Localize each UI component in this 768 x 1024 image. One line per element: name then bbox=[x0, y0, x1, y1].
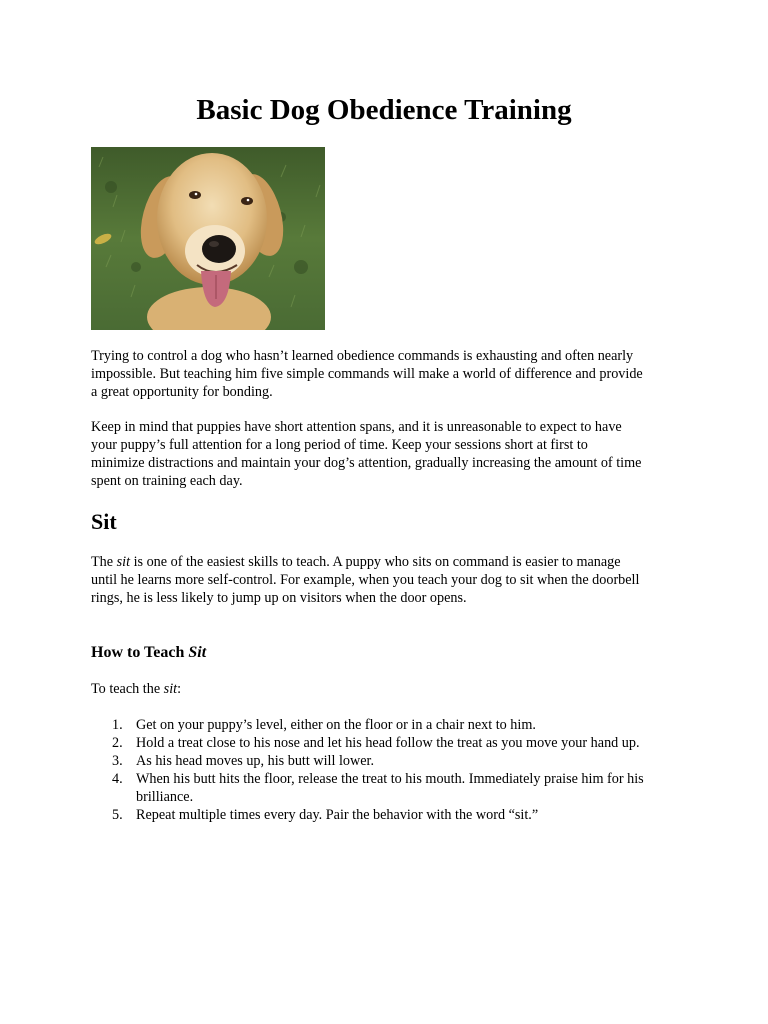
text-line: impossible. But teaching him five simple commands will make a world of difference and provide bbox=[91, 366, 643, 382]
intro-paragraph-1 bbox=[91, 347, 691, 401]
text-line: Get on your puppy’s level, either on the floor or in a chair next to him. bbox=[136, 717, 536, 733]
text-line: Repeat multiple times every day. Pair the behavior with the word “sit.” bbox=[136, 807, 539, 823]
text-line: Keep in mind that puppies have short attention spans, and it is unreasonable to expect to have bbox=[91, 419, 622, 435]
steps-lead-in bbox=[91, 680, 691, 698]
list-item bbox=[91, 770, 691, 806]
list-item bbox=[91, 716, 691, 734]
text-line: spent on training each day. bbox=[91, 473, 243, 489]
section-heading-sit: Sit bbox=[91, 509, 117, 534]
steps-list bbox=[91, 716, 691, 824]
list-number: 2. bbox=[112, 735, 123, 751]
text-fragment: The bbox=[91, 554, 117, 570]
golden-retriever-image bbox=[91, 147, 325, 330]
text-fragment: To teach the bbox=[91, 681, 164, 697]
list-item bbox=[91, 752, 691, 770]
list-item bbox=[91, 734, 691, 752]
list-number: 4. bbox=[112, 771, 123, 787]
text-line bbox=[91, 553, 691, 571]
emphasis-sit: sit bbox=[163, 681, 178, 697]
text-line: When his butt hits the floor, release the treat to his mouth. Immediately praise him for his bbox=[136, 771, 644, 787]
subheading-how-to-teach-sit bbox=[91, 642, 206, 664]
intro-paragraph-2 bbox=[91, 418, 691, 490]
subheading-emphasis: Sit bbox=[188, 644, 207, 661]
text-line: Hold a treat close to his nose and let his head follow the treat as you move your hand up. bbox=[136, 735, 640, 751]
sit-paragraph bbox=[91, 553, 691, 607]
list-number: 3. bbox=[112, 753, 123, 769]
text-line: your puppy’s full attention for a long period of time. Keep your sessions short at first to bbox=[91, 437, 588, 453]
text-fragment: is one of the easiest skills to teach. A puppy who sits on command is easier to manage bbox=[130, 554, 621, 570]
text-line: minimize distractions and maintain your dog’s attention, gradually increasing the amount of time bbox=[91, 455, 642, 471]
dog-photo bbox=[91, 147, 325, 330]
text-line: a great opportunity for bonding. bbox=[91, 384, 273, 400]
page-title: Basic Dog Obedience Training bbox=[196, 94, 572, 126]
text-line: Trying to control a dog who hasn’t learned obedience commands is exhausting and often nearly bbox=[91, 348, 634, 364]
text-fragment: : bbox=[177, 681, 182, 697]
emphasis-sit: sit bbox=[116, 554, 131, 570]
text-line: rings, he is less likely to jump up on visitors when the door opens. bbox=[91, 590, 467, 606]
list-number: 1. bbox=[112, 717, 123, 733]
text-line: until he learns more self-control. For example, when you teach your dog to sit when the doorbell bbox=[91, 572, 640, 588]
subheading-text: How to Teach bbox=[91, 644, 189, 661]
text-line: As his head moves up, his butt will lower. bbox=[136, 753, 375, 769]
list-item bbox=[91, 806, 691, 824]
text-line: brilliance. bbox=[136, 789, 194, 805]
list-number: 5. bbox=[112, 807, 123, 823]
